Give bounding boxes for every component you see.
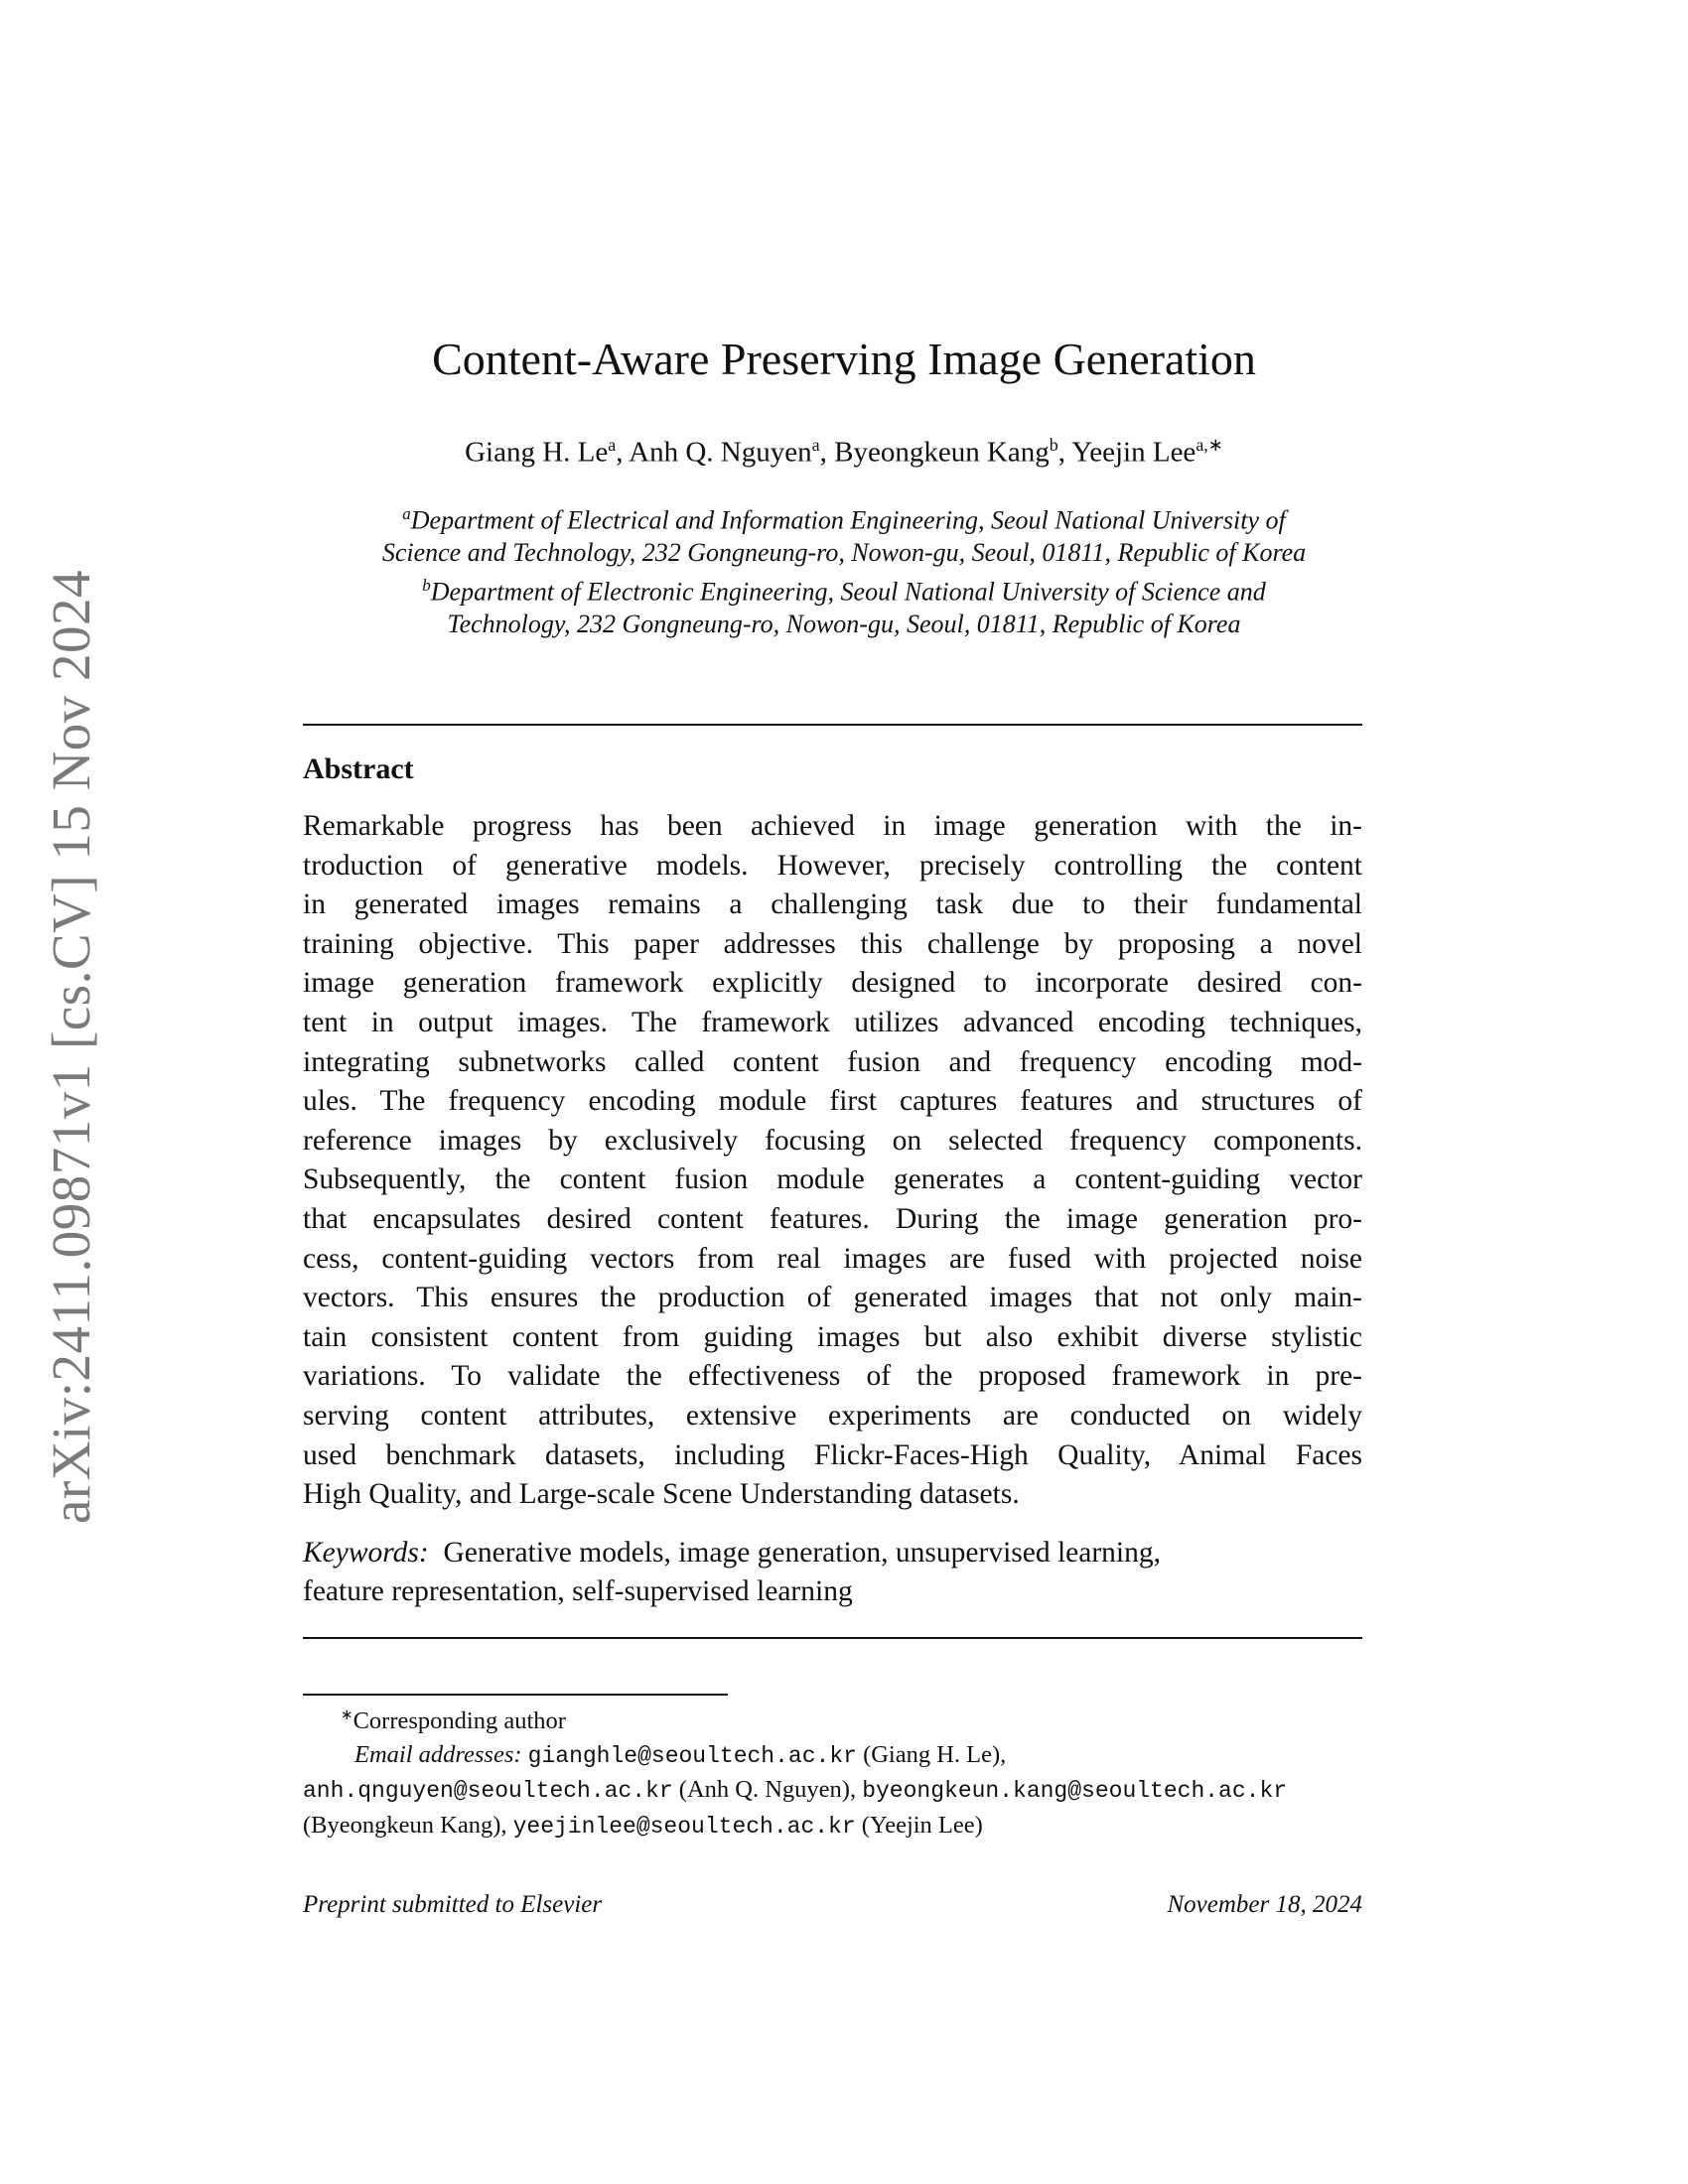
email-owner: (Yeejin Lee) — [861, 1811, 983, 1839]
footnotes — [303, 1700, 1365, 1843]
email-owner: (Anh Q. Nguyen), — [678, 1776, 857, 1804]
arxiv-stamp: arXiv:2411.09871v1 [cs.CV] 15 Nov 2024 — [41, 569, 101, 1524]
affiliation-b: Department of Electronic Engineering, Seoul National University of Science and — [430, 577, 1266, 607]
author-name: Yeejin Lee — [1071, 436, 1196, 469]
author-affil-mark: b — [1049, 435, 1058, 455]
top-rule — [303, 724, 1362, 726]
email-link[interactable]: yeejinlee@seoultech.ac.kr — [512, 1813, 856, 1840]
keywords-line: feature representation, self-supervised learning — [303, 1575, 853, 1607]
date: November 18, 2024 — [1167, 1891, 1362, 1918]
abstract-body — [303, 807, 1362, 1515]
keywords-label: Keywords: — [303, 1537, 429, 1569]
email-owner: (Giang H. Le), — [863, 1740, 1007, 1768]
preprint-note: Preprint submitted to Elsevier — [303, 1891, 603, 1918]
abstract-line: variations. To validate the effectiveness of the proposed framework in pre- — [303, 1360, 1362, 1393]
abstract-line: image generation framework explicitly designed to incorporate desired con- — [303, 967, 1362, 1000]
keywords-line: Generative models, image generation, unsupervised learning, — [443, 1537, 1161, 1569]
abstract-line: tain consistent content from guiding images but also exhibit diverse stylistic — [303, 1320, 1362, 1353]
paper-title: Content-Aware Preserving Image Generation — [432, 334, 1256, 384]
keywords — [303, 1534, 1362, 1611]
abstract-line: Remarkable progress has been achieved in image generation with the in- — [303, 810, 1362, 842]
abstract-line: reference images by exclusively focusing on selected frequency components. — [303, 1124, 1362, 1157]
email-link[interactable]: anh.qnguyen@seoultech.ac.kr — [303, 1778, 673, 1805]
abstract-line: vectors. This ensures the production of generated images that not only main- — [303, 1282, 1362, 1314]
abstract-line: tent in output images. The framework utilizes advanced encoding techniques, — [303, 1006, 1362, 1038]
affiliation-a-cont: Science and Technology, 232 Gongneung-ro, Nowon-gu, Seoul, 01811, Republic of Korea — [381, 538, 1307, 568]
footnote-mark: ∗ — [341, 1707, 353, 1723]
email-owner: (Byeongkeun Kang), — [303, 1811, 507, 1839]
author-affil-mark: a,∗ — [1196, 435, 1223, 455]
bottom-rule — [303, 1637, 1362, 1639]
author-name: Byeongkeun Kang — [834, 436, 1050, 469]
author-affil-mark: a — [811, 435, 820, 455]
abstract-line: used benchmark datasets, including Flickr-Faces-High Quality, Animal Faces — [303, 1438, 1362, 1471]
abstract-line: training objective. This paper addresses this challenge by proposing a novel — [303, 927, 1362, 960]
abstract-line: High Quality, and Large-scale Scene Understanding datasets. — [303, 1478, 1020, 1511]
affil-mark: b — [422, 575, 431, 595]
author-list: Giang H. Le$^a$, Anh Q. Nguyen$^a$, Byeongkeun Kang$^b$, Yeejin Lee$^{a,∗}$ — [465, 435, 1223, 469]
page-footer — [303, 1891, 1362, 1919]
affil-mark: a — [402, 504, 411, 523]
footnote-rule — [303, 1694, 728, 1696]
author-name: Anh Q. Nguyen — [629, 436, 812, 469]
affiliation-a: Department of Electrical and Information Engineering, Seoul National University of — [410, 505, 1286, 535]
corresponding-author-note: Corresponding author — [352, 1707, 566, 1735]
author-affil-mark: a — [608, 435, 617, 455]
abstract-line: Subsequently, the content fusion module generates a content-guiding vector — [303, 1163, 1362, 1196]
abstract-line: in generated images remains a challenging task due to their fundamental — [303, 888, 1362, 921]
abstract-line: serving content attributes, extensive experiments are conducted on widely — [303, 1399, 1362, 1432]
abstract-heading: Abstract — [303, 752, 414, 785]
abstract-line: that encapsulates desired content features. During the image generation pro- — [303, 1202, 1362, 1235]
email-link[interactable]: byeongkeun.kang@seoultech.ac.kr — [862, 1778, 1288, 1805]
abstract-line: ules. The frequency encoding module first captures features and structures of — [303, 1085, 1362, 1118]
abstract-line: integrating subnetworks called content fusion and frequency encoding mod- — [303, 1045, 1362, 1078]
abstract-line: troduction of generative models. However, precisely controlling the content — [303, 849, 1362, 882]
affiliation-b-cont: Technology, 232 Gongneung-ro, Nowon-gu, Seoul, 01811, Republic of Korea — [447, 609, 1241, 638]
affiliations — [0, 498, 1688, 640]
email-link[interactable]: gianghle@seoultech.ac.kr — [527, 1742, 857, 1769]
email-label: Email addresses: — [354, 1740, 522, 1768]
abstract-line: cess, content-guiding vectors from real images are fused with projected noise — [303, 1242, 1362, 1275]
author-name: Giang H. Le — [465, 436, 609, 469]
